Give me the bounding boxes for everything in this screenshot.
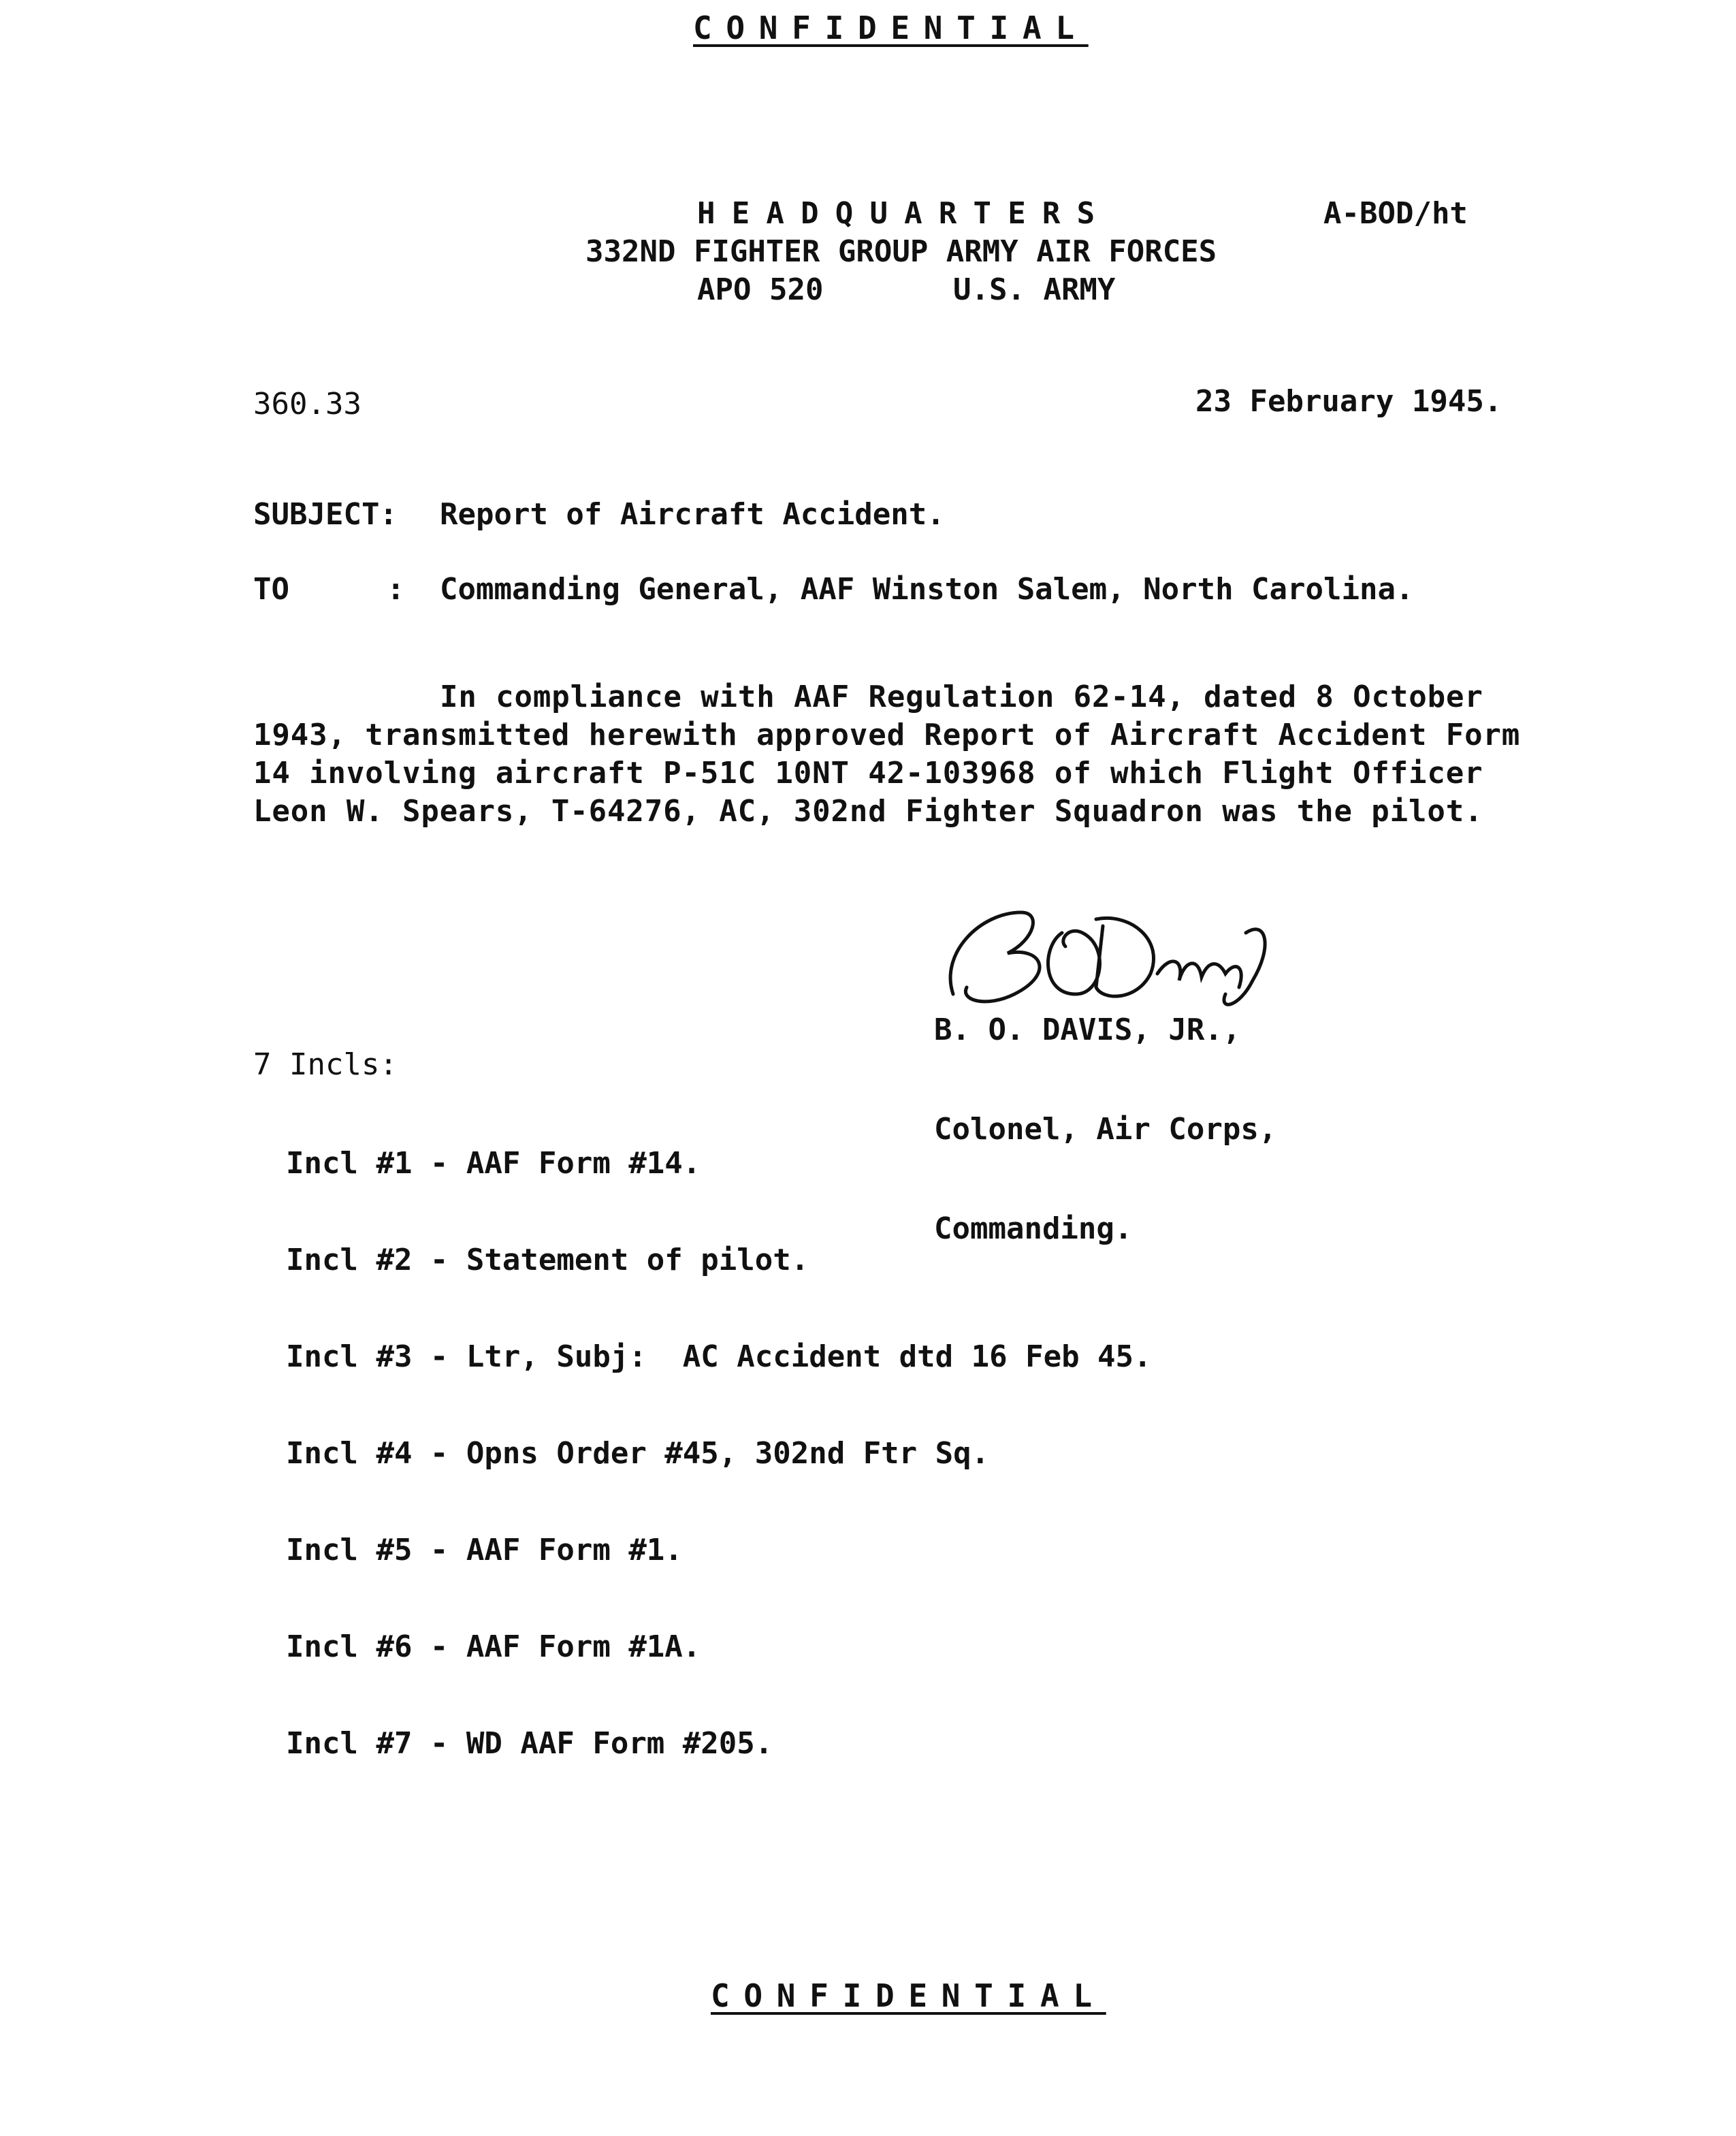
subject-label: SUBJECT: — [253, 497, 398, 532]
enclosure-item: Incl #1 - AAF Form #14. — [286, 1146, 701, 1181]
enclosure-item: Incl #4 - Opns Order #45, 302nd Ftr Sq. — [286, 1436, 990, 1471]
enclosure-item: Incl #6 - AAF Form #1A. — [286, 1629, 701, 1664]
enclosures-heading: 7 Incls: — [253, 1047, 398, 1082]
subject-text: Report of Aircraft Accident. — [440, 497, 945, 532]
enclosure-item: Incl #5 - AAF Form #1. — [286, 1533, 683, 1567]
enclosure-item: Incl #3 - Ltr, Subj: AC Accident dtd 16 Feb 45. — [286, 1339, 1152, 1374]
letterhead-army: U.S. ARMY — [953, 272, 1116, 307]
classification-bottom: CONFIDENTIAL — [711, 1977, 1106, 2014]
to-label: TO — [253, 572, 289, 607]
body-line: 1943, transmitted herewith approved Report of Aircraft Accident Form — [253, 718, 1521, 752]
enclosure-item: Incl #7 - WD AAF Form #205. — [286, 1726, 773, 1761]
signatory-title: Commanding. — [934, 1211, 1133, 1246]
to-colon: : — [387, 572, 405, 607]
enclosures-list — [286, 1085, 1152, 1792]
letter-date: 23 February 1945. — [1195, 384, 1502, 419]
enclosure-item: Incl #2 - Statement of pilot. — [286, 1243, 809, 1277]
body-line: In compliance with AAF Regulation 62-14, dated 8 October — [440, 680, 1483, 714]
letterhead-unit: 332ND FIGHTER GROUP ARMY AIR FORCES — [585, 234, 1217, 269]
classification-top: CONFIDENTIAL — [693, 10, 1089, 46]
body-line: 14 involving aircraft P-51C 10NT 42-103968 of which Flight Officer — [253, 756, 1483, 791]
to-text: Commanding General, AAF Winston Salem, North Carolina. — [440, 572, 1414, 607]
body-line: Leon W. Spears, T-64276, AC, 302nd Fighter Squadron was the pilot. — [253, 794, 1483, 829]
file-number: 360.33 — [253, 387, 361, 421]
letterhead-headquarters: HEADQUARTERS — [697, 196, 1112, 231]
reference-code: A-BOD/ht — [1323, 196, 1468, 231]
letterhead-apo: APO 520 — [697, 272, 824, 307]
signatory-rank: Colonel, Air Corps, — [934, 1112, 1277, 1147]
signatory-name: B. O. DAVIS, JR., — [934, 1013, 1241, 1047]
